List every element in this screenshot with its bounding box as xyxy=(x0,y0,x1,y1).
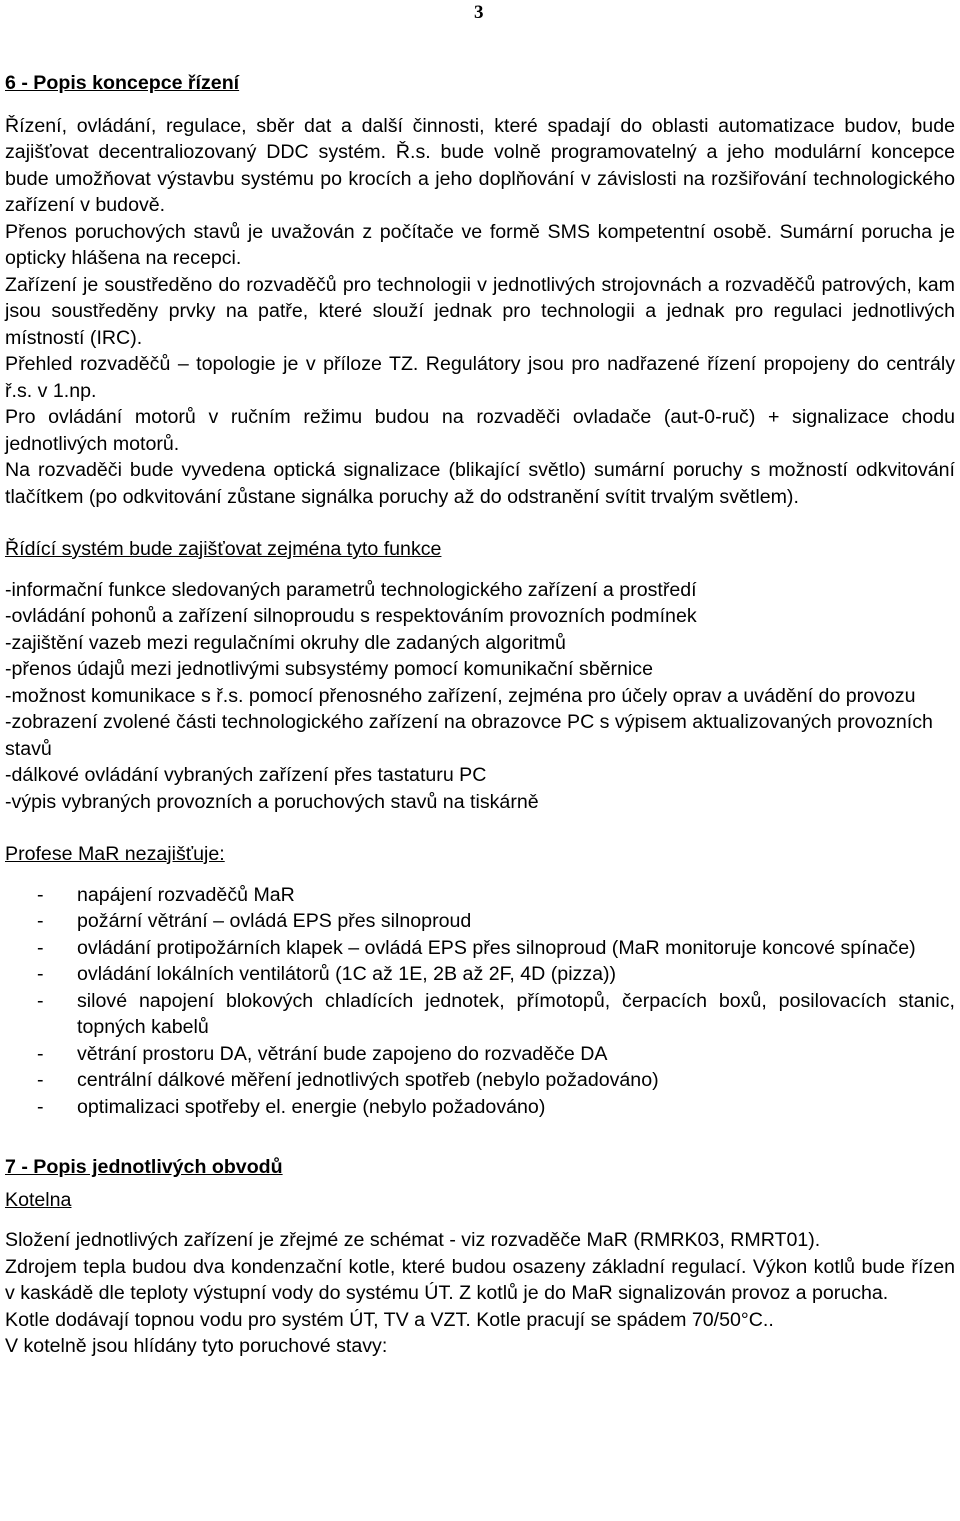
list-item: -výpis vybraných provozních a poruchových stavů na tiskárně xyxy=(5,790,539,813)
paragraph-heat-source: Zdrojem tepla budou dva kondenzační kotle, které budou osazeny základní regulací. Výkon kotlů bude řízen v kaskádě dle teploty výstupní vody do systému ÚT. Z kotlů je do MaR signalizován provoz a porucha. xyxy=(5,1255,955,1304)
list-item: - větrání prostoru DA, větrání bude zapojeno do rozvaděče DA xyxy=(5,1041,955,1068)
list-item: - optimalizaci spotřeby el. energie (nebylo požadováno) xyxy=(5,1094,955,1121)
list-item: - požární větrání – ovládá EPS přes silnoproud xyxy=(5,908,955,935)
functions-heading: Řídící systém bude zajišťovat zejména tyto funkce xyxy=(5,538,442,560)
exclusions-heading: Profese MaR nezajišťuje: xyxy=(5,843,225,865)
list-item: - napájení rozvaděčů MaR xyxy=(5,882,955,909)
list-item: -ovládání pohonů a zařízení silnoproudu s respektováním provozních podmínek xyxy=(5,605,697,627)
list-item: - ovládání lokálních ventilátorů (1C až 1E, 2B až 2F, 4D (pizza)) xyxy=(5,961,955,988)
paragraph-switchboards: Zařízení je soustředěno do rozvaděčů pro technologii v jednotlivých strojovnách a rozvaděčů patrových, kam jsou soustředěny prvky na patře, které slouží jednak pro technologii a jednak pro regulaci jednotlivých místností (IRC). xyxy=(5,273,955,349)
list-item: -zobrazení zvolené části technologického zařízení na obrazovce PC s výpisem aktualizovaných provozních stavů xyxy=(5,711,933,760)
list-item: -zajištění vazeb mezi regulačními okruhy dle zadaných algoritmů xyxy=(5,631,566,654)
paragraph-topology: Přehled rozvaděčů – topologie je v příloze TZ. Regulátory jsou pro nadřazené řízení propojeny do centrály ř.s. v 1.np. xyxy=(5,353,955,402)
page-number: 3 xyxy=(474,2,484,23)
dash-bullet: - xyxy=(37,936,44,959)
paragraph-sms-alerts: Přenos poruchových stavů je uvažován z počítače ve formě SMS kompetentní osobě. Sumární porucha je opticky hlášena na recepci. xyxy=(5,220,955,269)
list-item: -možnost komunikace s ř.s. pomocí přenosného zařízení, zejména pro účely oprav a uvádění do provozu xyxy=(5,684,916,707)
section-6-heading-text: 6 - Popis koncepce řízení xyxy=(5,72,240,94)
list-item: - centrální dálkové měření jednotlivých spotřeb (nebylo požadováno) xyxy=(5,1067,955,1094)
paragraph-ddc-system: Řízení, ovládání, regulace, sběr dat a další činnosti, které spadají do oblasti automatizace budov, bude zajišťovat decentraliozovaný DDC systém. Ř.s. bude volně programovatelný a jeho modulární koncepce bude umožňovat výstavbu systému po krocích a jeho doplňování v závislosti na rozšiřování technologického zařízení v budově. xyxy=(5,114,955,216)
list-item: -dálkové ovládání vybraných zařízení přes tastaturu PC xyxy=(5,764,487,786)
kotelna-heading: Kotelna xyxy=(5,1188,72,1211)
section-6-heading xyxy=(5,70,955,97)
paragraph-manual-mode: Pro ovládání motorů v ručním režimu budou na rozvaděči ovladače (aut-0-ruč) + signalizace chodu jednotlivých motorů. xyxy=(5,406,955,455)
paragraph-boilers: Kotle dodávají topnou vodu pro systém ÚT, TV a VZT. Kotle pracují se spádem 70/50°C.. xyxy=(5,1308,774,1331)
dash-bullet: - xyxy=(37,1042,44,1065)
dash-bullet: - xyxy=(37,883,44,906)
dash-bullet: - xyxy=(37,1095,44,1118)
section-7-heading xyxy=(5,1154,955,1181)
document-body xyxy=(5,70,955,1360)
exclusions-list xyxy=(5,882,955,1121)
dash-bullet: - xyxy=(37,1069,44,1091)
paragraph-fault-states: V kotelně jsou hlídány tyto poruchové stavy: xyxy=(5,1335,388,1357)
dash-bullet: - xyxy=(37,910,44,932)
paragraph-composition: Složení jednotlivých zařízení je zřejmé ze schémat - viz rozvaděče MaR (RMRK03, RMRT01). xyxy=(5,1229,821,1251)
dash-bullet: - xyxy=(37,989,44,1012)
dash-bullet: - xyxy=(37,963,44,985)
list-item: - ovládání protipožárních klapek – ovládá EPS přes silnoproud (MaR monitoruje koncové spínače) xyxy=(5,935,955,962)
section-7-heading-text: 7 - Popis jednotlivých obvodů xyxy=(5,1156,283,1178)
list-item: - silové napojení blokových chladících jednotek, přímotopů, čerpacích boxů, posilovacích stanic, topných kabelů xyxy=(5,988,955,1041)
list-item: -informační funkce sledovaných parametrů technologického zařízení a prostředí xyxy=(5,578,697,601)
list-item: -přenos údajů mezi jednotlivými subsystémy pomocí komunikační sběrnice xyxy=(5,658,653,680)
paragraph-optical-signal: Na rozvaděči bude vyvedena optická signalizace (blikající světlo) sumární poruchy s možností odkvitování tlačítkem (po odkvitování zůstane signálka poruchy až do odstranění svítit trvalým světlem). xyxy=(5,459,955,508)
functions-list xyxy=(5,577,955,816)
